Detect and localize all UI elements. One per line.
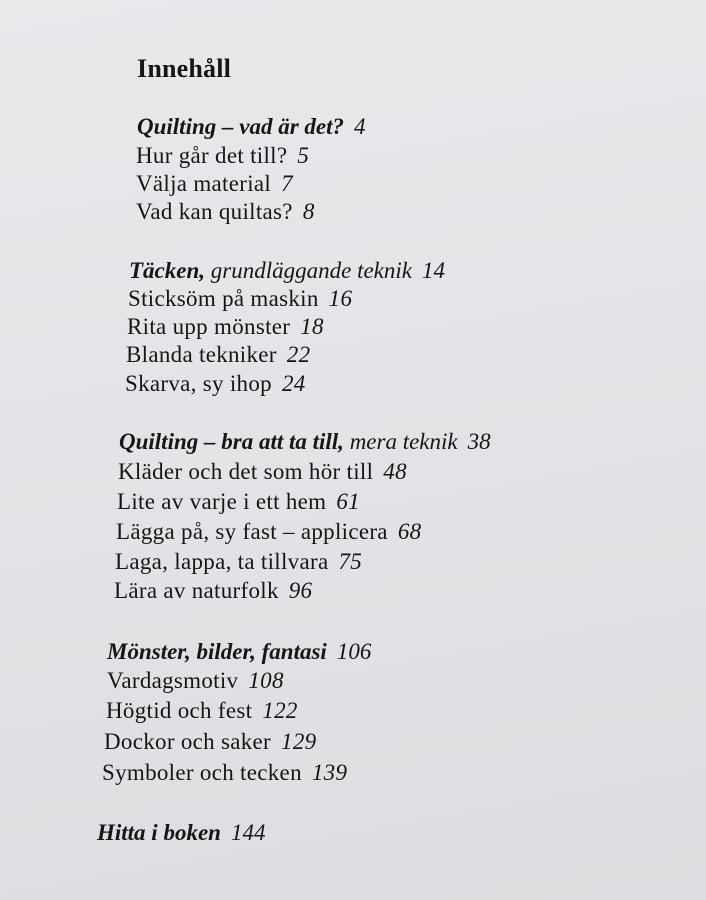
entry-title: Blanda tekniker <box>126 342 277 367</box>
entry-title: Hur går det till? <box>136 143 288 168</box>
toc-entry <box>115 548 362 576</box>
toc-entry <box>125 370 306 398</box>
page-number: 106 <box>336 639 372 664</box>
section-heading-bold: Hitta i boken <box>97 820 221 845</box>
page-number: 129 <box>281 729 317 754</box>
page-number: 4 <box>354 114 366 139</box>
page-number: 24 <box>281 371 306 396</box>
section-heading-bold: Mönster, bilder, fantasi <box>107 639 327 664</box>
page-number: 8 <box>302 199 315 224</box>
entry-title: Vad kan quiltas? <box>136 199 293 224</box>
section-heading <box>97 819 265 847</box>
section-heading <box>137 113 366 141</box>
toc-entry <box>136 198 315 226</box>
toc-entry <box>127 313 324 341</box>
toc-entry <box>126 341 310 369</box>
toc-entry <box>118 458 407 486</box>
section-heading-bold: Quilting – bra att ta till, <box>119 429 344 454</box>
entry-title: Sticksöm på maskin <box>128 286 319 311</box>
toc-entry <box>106 697 298 725</box>
section-heading <box>107 638 371 666</box>
toc-entry <box>102 759 347 787</box>
entry-title: Laga, lappa, ta tillvara <box>115 549 329 574</box>
section-heading <box>129 257 445 285</box>
page-number: 16 <box>328 286 353 311</box>
entry-title: Vardagsmotiv <box>107 668 239 693</box>
entry-title: Välja material <box>136 171 272 196</box>
page-title: Innehåll <box>137 54 232 83</box>
page-number: 139 <box>311 760 348 785</box>
page-number: 75 <box>338 549 363 574</box>
toc-entry <box>117 488 360 516</box>
page-number: 96 <box>288 578 313 603</box>
toc-entry <box>107 667 284 695</box>
entry-title: Dockor och saker <box>104 729 272 754</box>
entry-title: Lära av naturfolk <box>114 578 279 603</box>
entry-title: Högtid och fest <box>106 698 253 723</box>
page-number: 144 <box>230 820 266 845</box>
entry-title: Lite av varje i ett hem <box>117 489 327 514</box>
toc-entry <box>136 170 293 198</box>
entry-title: Lägga på, sy fast – applicera <box>116 519 388 544</box>
page-number: 14 <box>421 258 445 283</box>
page-number: 108 <box>248 668 284 693</box>
section-heading-rest: grundläggande teknik <box>205 258 412 283</box>
toc-entry <box>128 285 352 313</box>
toc-entry <box>104 728 316 756</box>
page-number: 38 <box>467 429 491 454</box>
entry-title: Skarva, sy ihop <box>125 371 272 396</box>
page-number: 5 <box>297 143 310 168</box>
entry-title: Kläder och det som hör till <box>118 459 374 484</box>
toc-entry <box>116 518 421 546</box>
page-number: 122 <box>262 698 298 723</box>
toc-entry <box>136 142 309 170</box>
page-number: 48 <box>383 459 407 484</box>
section-heading-rest: mera teknik <box>343 429 458 454</box>
toc-entry <box>114 577 312 605</box>
section-heading-bold: Quilting – vad är det? <box>137 114 345 139</box>
page-number: 22 <box>286 342 311 367</box>
entry-title: Symboler och tecken <box>102 760 302 785</box>
section-heading <box>119 428 491 456</box>
section-heading-bold: Täcken, <box>129 258 206 283</box>
page-number: 18 <box>300 314 324 339</box>
page-number: 7 <box>281 171 293 196</box>
page-number: 61 <box>336 489 360 514</box>
entry-title: Rita upp mönster <box>127 314 291 339</box>
page-number: 68 <box>397 519 422 544</box>
